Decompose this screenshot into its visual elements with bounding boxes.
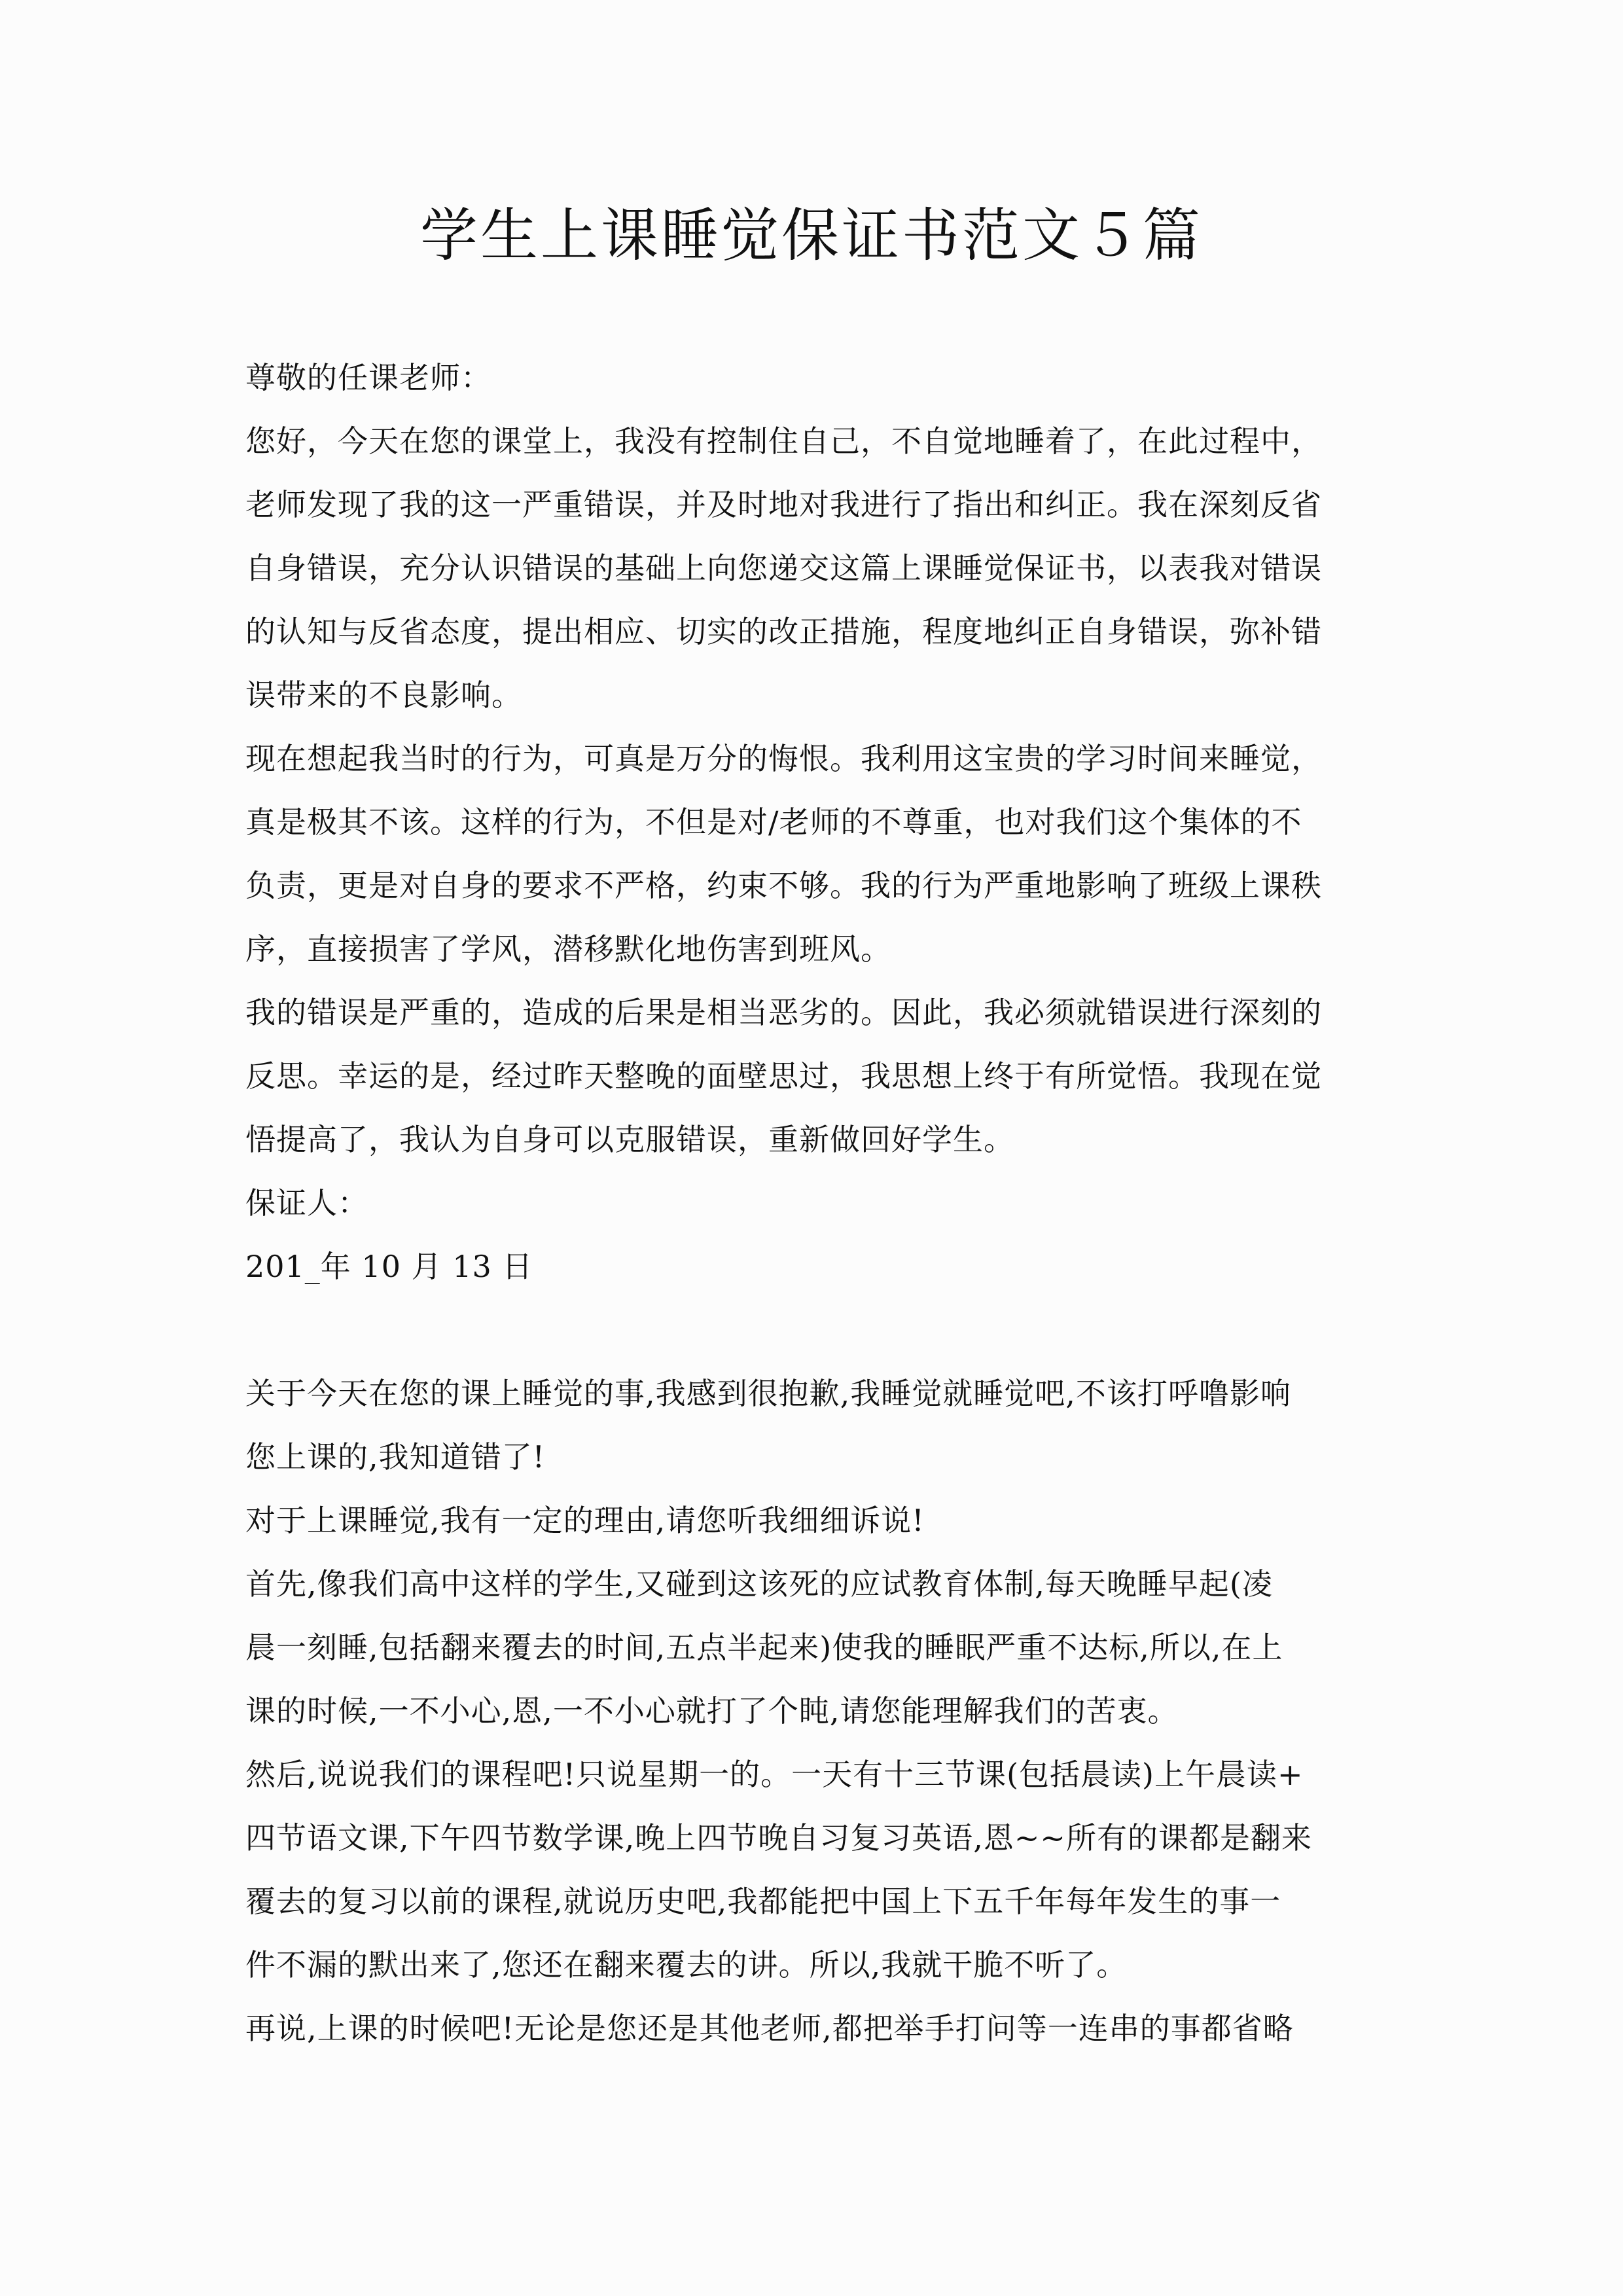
text-line: 关于今天在您的课上睡觉的事,我感到很抱歉,我睡觉就睡觉吧,不该打呼噜影响 (245, 1376, 1291, 1411)
text-line: 反思。幸运的是，经过昨天整晚的面壁思过，我思想上终于有所觉悟。我现在觉 (245, 1058, 1322, 1094)
text-line: 误带来的不良影响。 (245, 677, 522, 713)
paragraph (245, 738, 1384, 992)
text-line: 四节语文课,下午四节数学课,晚上四节晚自习复习英语,恩~~所有的课都是翻来 (245, 1820, 1312, 1856)
paragraph (245, 1753, 1384, 2007)
text-line: 现在想起我当时的行为，可真是万分的悔恨。我利用这宝贵的学习时间来睡觉， (245, 741, 1322, 776)
text-line: 课的时候,一不小心,恩,一不小心就打了个盹,请您能理解我们的苦衷。 (245, 1693, 1179, 1729)
text-line: 老师发现了我的这一严重错误，并及时地对我进行了指出和纠正。我在深刻反省 (245, 487, 1322, 522)
paragraph (245, 420, 1384, 738)
section-spacer (245, 1309, 1384, 1372)
letter-section-1 (245, 357, 1384, 1309)
text-line: 的认知与反省态度，提出相应、切实的改正措施，程度地纠正自身错误，弥补错 (245, 614, 1322, 649)
text-line: 覆去的复习以前的课程,就说历史吧,我都能把中国上下五千年每年发生的事一 (245, 1884, 1281, 1919)
text-line: 您上课的,我知道错了! (245, 1439, 546, 1475)
letter-section-2 (245, 1372, 1384, 2071)
salutation: 尊敬的任课老师： (245, 360, 491, 395)
text-line: 序，直接损害了学风，潜移默化地伤害到班风。 (245, 931, 891, 967)
document-title: 学生上课睡觉保证书范文５篇 (419, 202, 1203, 269)
text-line: 然后,说说我们的课程吧!只说星期一的。一天有十三节课(包括晨读)上午晨读+ (245, 1757, 1304, 1792)
paragraph (245, 2007, 1384, 2071)
text-line: 我的错误是严重的，造成的后果是相当恶劣的。因此，我必须就错误进行深刻的 (245, 995, 1322, 1030)
paragraph (245, 1499, 1384, 1563)
paragraph (245, 992, 1384, 1182)
signature-label: 保证人： (245, 1185, 368, 1221)
text-line: 自身错误，充分认识错误的基础上向您递交这篇上课睡觉保证书，以表我对错误 (245, 550, 1322, 586)
signature-date: 201_年 10 月 13 日 (245, 1249, 533, 1284)
text-line: 您好，今天在您的课堂上，我没有控制住自己，不自觉地睡着了，在此过程中， (245, 423, 1322, 459)
document-body (245, 357, 1384, 2071)
text-line: 再说,上课的时候吧!无论是您还是其他老师,都把举手打问等一连串的事都省略 (245, 2011, 1294, 2046)
text-line: 真是极其不该。这样的行为，不但是对/老师的不尊重，也对我们这个集体的不 (245, 804, 1302, 840)
text-line: 悟提高了，我认为自身可以克服错误，重新做回好学生。 (245, 1122, 1014, 1157)
text-line: 首先,像我们高中这样的学生,又碰到这该死的应试教育体制,每天晚睡早起(凌 (245, 1566, 1273, 1602)
paragraph (245, 1372, 1384, 1499)
paragraph (245, 1563, 1384, 1753)
text-line: 件不漏的默出来了,您还在翻来覆去的讲。所以,我就干脆不听了。 (245, 1947, 1128, 1982)
text-line: 晨一刻睡,包括翻来覆去的时间,五点半起来)使我的睡眠严重不达标,所以,在上 (245, 1630, 1283, 1665)
text-line: 负责，更是对自身的要求不严格，约束不够。我的行为严重地影响了班级上课秩 (245, 868, 1322, 903)
text-line: 对于上课睡觉,我有一定的理由,请您听我细细诉说! (245, 1503, 925, 1538)
